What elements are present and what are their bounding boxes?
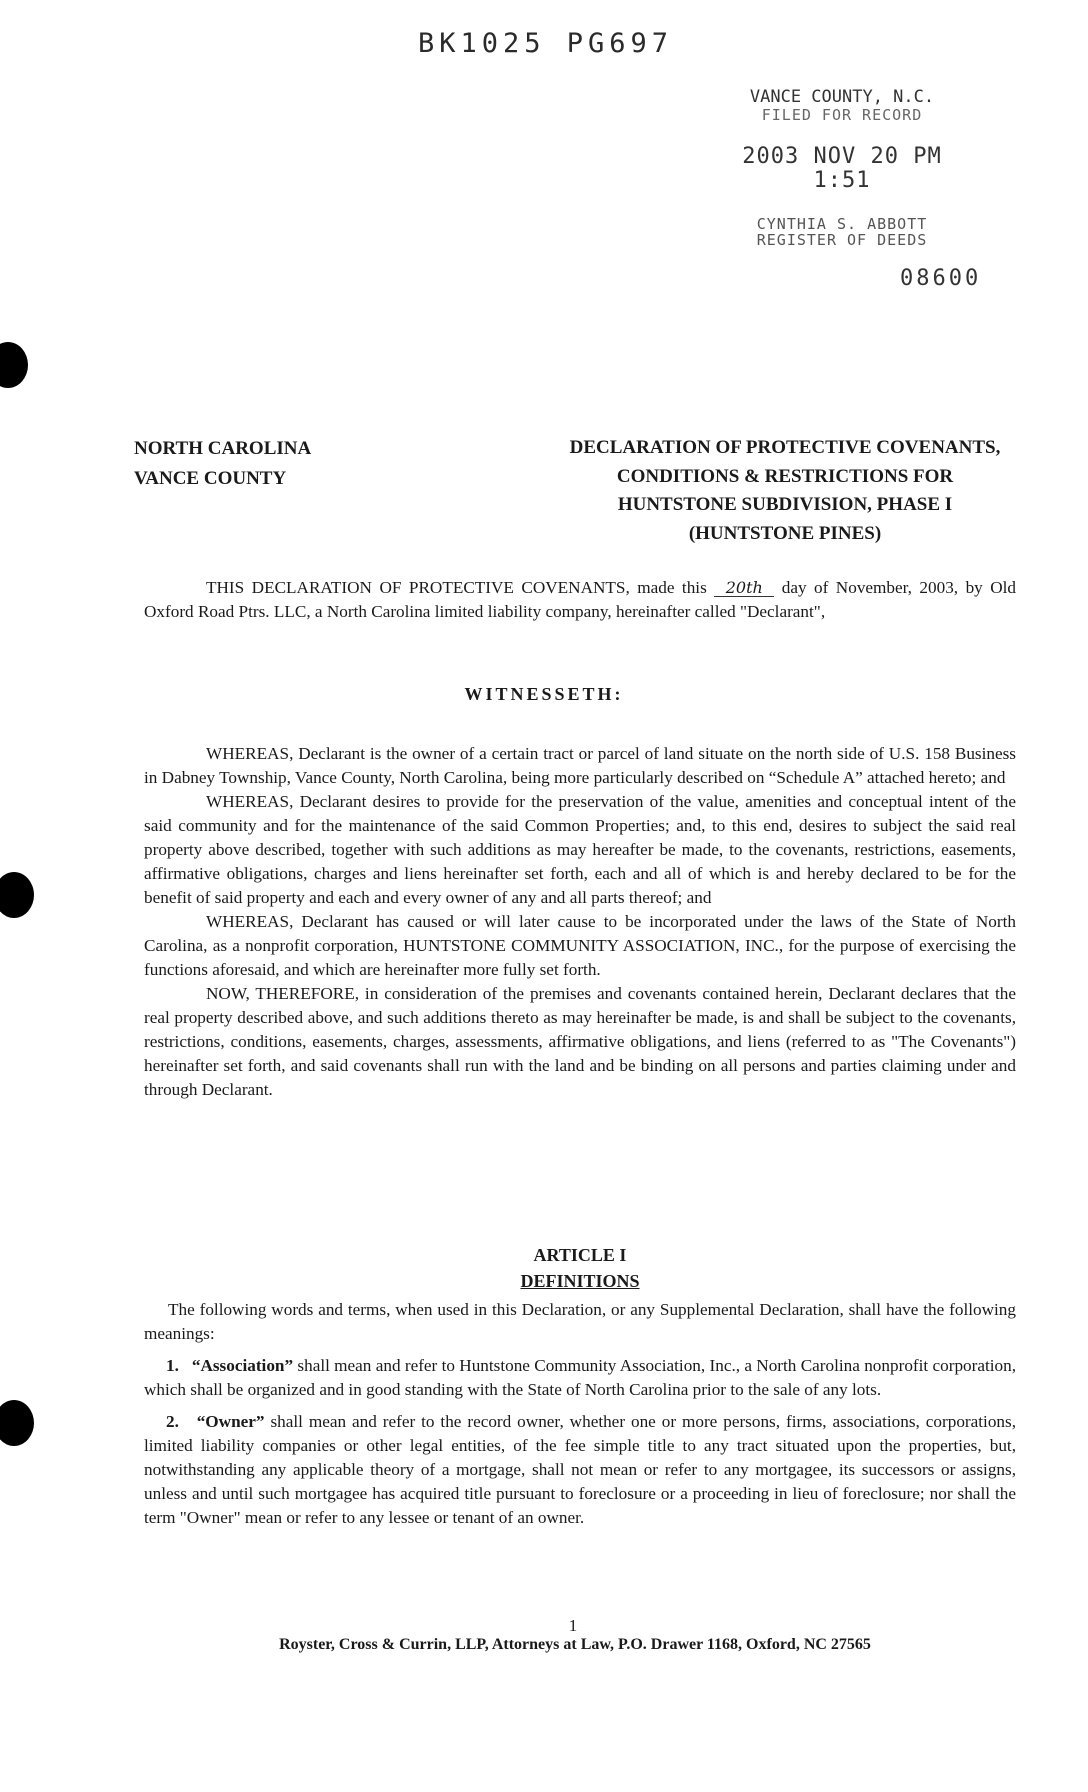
venue-state: NORTH CAROLINA [134, 438, 312, 459]
definition-term: “Association” [191, 1356, 294, 1375]
page-number: 1 [568, 1616, 578, 1635]
intro-paragraph [144, 576, 1016, 624]
recording-stamp [722, 88, 962, 249]
recital-paragraph: WHEREAS, Declarant has caused or will later cause to be incorporated under the laws of the State of North Carolina, as a nonprofit corporation, HUNTSTONE COMMUNITY ASSOCIATION, INC., for the purpose of exercising the functions aforesaid, and which are hereinafter more fully set forth. [144, 912, 1016, 979]
stamp-filed: FILED FOR RECORD [761, 105, 923, 124]
article-title: DEFINITIONS [520, 1271, 640, 1291]
title-line: DECLARATION OF PROTECTIVE COVENANTS, [569, 437, 1001, 458]
punch-hole [0, 342, 28, 388]
document-title [548, 434, 1022, 548]
instrument-number: 08600 [900, 266, 982, 291]
title-line: (HUNTSTONE PINES) [688, 522, 882, 544]
title-line: HUNTSTONE SUBDIVISION, PHASE I [617, 494, 953, 515]
stamp-register-title: REGISTER OF DEEDS [756, 231, 928, 250]
definition-text: shall mean and refer to Huntstone Community Association, Inc., a North Carolina nonprofit corporation, which shall be organized and in good standing with the State of North Carolina prior to the sale of any lots. [144, 1356, 1017, 1399]
footer-law-firm: Royster, Cross & Currin, LLP, Attorneys at Law, P.O. Drawer 1168, Oxford, NC 27565 [279, 1636, 871, 1653]
definition-item [144, 1410, 1016, 1530]
recital-paragraph: WHEREAS, Declarant is the owner of a certain tract or parcel of land situate on the north side of U.S. 158 Business in Dabney Township, Vance County, North Carolina, being more particularly described on “Schedule A” attached hereto; and [144, 744, 1016, 787]
definition-term: “Owner” [196, 1412, 265, 1431]
definition-item [144, 1354, 1016, 1402]
definition-text: shall mean and refer to the record owner, whether one or more persons, firms, associations, corporations, limited liability companies or other legal entities, of the fee simple title to any tract situated upon the properties, but, notwithstanding any applicable theory of a mortgage, shall not mean or refer to any mortgagee, its successors or assigns, unless and until such mortgagee has acquired title pursuant to foreclosure or a proceeding in lieu of foreclosure; nor shall the term "Owner" mean or refer to any lessee or tenant of an owner. [144, 1412, 1016, 1527]
book-page-reference: BK1025 PG697 [418, 28, 674, 59]
article-number: ARTICLE I [533, 1245, 627, 1265]
punch-hole [0, 1400, 34, 1446]
stamp-datetime: 2003 NOV 20 PM 1:51 [742, 144, 942, 194]
intro-before-date: THIS DECLARATION OF PROTECTIVE COVENANTS, made this [206, 578, 707, 597]
recital-paragraph: NOW, THEREFORE, in consideration of the premises and covenants contained herein, Declarant declares that the real property described above, and such additions thereto as may hereinafter be made, is and shall be subject to the covenants, restrictions, conditions, easements, charges, assessments, affirmative obligations, and liens (referred to as "The Covenants") hereinafter set forth, and said covenants shall run with the land and be binding on all persons and parties claiming under and through Declarant. [144, 984, 1016, 1099]
article-intro: The following words and terms, when used in this Declaration, or any Supplemental Declaration, shall have the following meanings: [144, 1300, 1016, 1343]
witnesseth-heading: WITNESSETH: [464, 684, 624, 704]
recital-paragraph: WHEREAS, Declarant desires to provide for the preservation of the value, amenities and conceptual intent of the said community and for the maintenance of the said Common Properties; and, to this end, desires to subject the said real property above described, together with such additions as may hereafter be made, to the covenants, restrictions, easements, affirmative obligations, charges and liens hereinafter set forth, each and all of which is and hereby declared to be for the benefit of said property and each and every owner of any and all parts thereof; and [144, 792, 1016, 907]
definition-number: 2. [166, 1412, 179, 1431]
stamp-register-name: CYNTHIA S. ABBOTT [756, 214, 928, 233]
venue-caption [134, 434, 311, 494]
definition-number: 1. [166, 1356, 179, 1375]
title-line: CONDITIONS & RESTRICTIONS FOR [616, 465, 954, 487]
stamp-county: VANCE COUNTY, N.C. [749, 87, 935, 107]
venue-county: VANCE COUNTY [134, 468, 287, 489]
recitals [144, 742, 1016, 1102]
article-body [144, 1298, 1016, 1530]
punch-hole [0, 872, 34, 918]
handwritten-day: 20th [714, 580, 774, 597]
intro-after-date: day of November, 2003, by Old Oxford Road Ptrs. LLC, a North Carolina limited liability company, hereinafter called "Declarant", [144, 578, 1017, 621]
article-heading [0, 1242, 1088, 1294]
